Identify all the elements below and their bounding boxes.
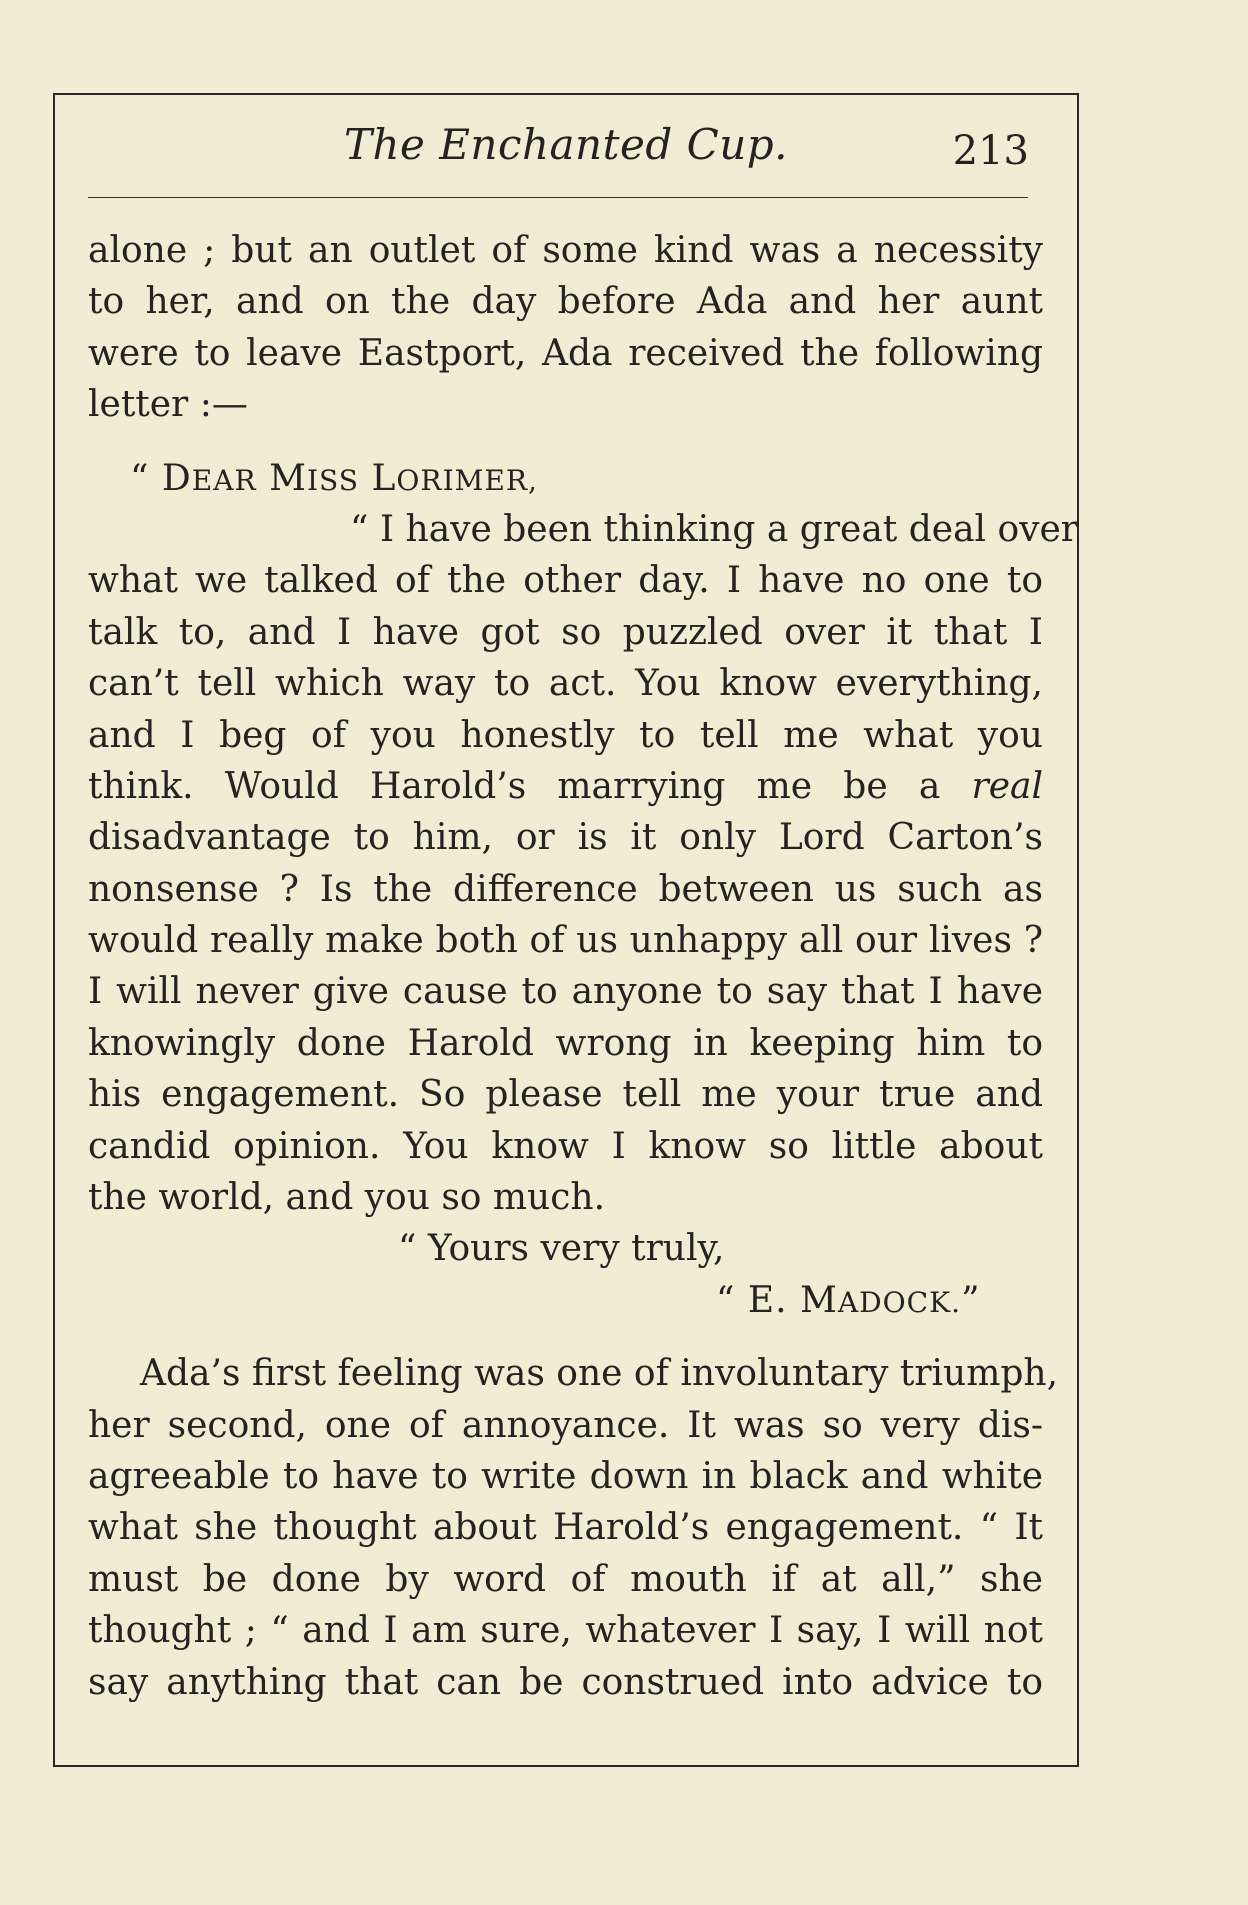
- paragraph-gap: [88, 1326, 1043, 1348]
- text-line: thought ; “ and I am sure, whatever I say, I will not: [88, 1610, 1043, 1652]
- text-line: knowingly done Harold wrong in keeping him to: [88, 1022, 1043, 1064]
- letter-closing: “ Yours very truly,: [398, 1228, 725, 1270]
- letter-signature: “ E. MADOCK.”: [716, 1279, 981, 1321]
- text-line: and I beg of you honestly to tell me what you: [88, 714, 1043, 756]
- text-line: can’t tell which way to act. You know everything,: [88, 663, 1043, 705]
- page-number: 213: [952, 128, 1029, 174]
- text-line: disadvantage to him, or is it only Lord Carton’s: [88, 817, 1043, 859]
- text-line: nonsense ? Is the difference between us such as: [88, 868, 1043, 910]
- text-line: “ I have been thinking a great deal over: [350, 508, 1079, 550]
- header-rule: [88, 197, 1028, 198]
- text-line: agreeable to have to write down in black and white: [88, 1455, 1043, 1497]
- text-line: were to leave Eastport, Ada received the following: [88, 332, 1043, 374]
- running-header: [53, 120, 1079, 180]
- page-body: [88, 225, 1079, 1708]
- letter-salutation: “ DEAR MISS LORIMER,: [130, 457, 538, 499]
- text-line: candid opinion. You know I know so little about: [88, 1125, 1043, 1167]
- emphasis-real: real: [971, 765, 1043, 807]
- text-line: to her, and on the day before Ada and her aunt: [88, 281, 1043, 323]
- text-line: what we talked of the other day. I have no one to: [88, 560, 1043, 602]
- text-line: letter :—: [88, 384, 248, 426]
- text-line: talk to, and I have got so puzzled over it that I: [88, 611, 1043, 653]
- text-line: say anything that can be construed into advice to: [88, 1661, 1043, 1703]
- running-title: The Enchanted Cup.: [343, 120, 789, 169]
- text-line: alone ; but an outlet of some kind was a necessity: [88, 230, 1043, 271]
- text-line: his engagement. So please tell me your true and: [88, 1074, 1043, 1116]
- paragraph-gap: [88, 431, 1043, 453]
- text-line: I will never give cause to anyone to say that I have: [88, 971, 1043, 1013]
- text-line: Ada’s first feeling was one of involuntary triumph,: [140, 1353, 1059, 1395]
- text-line: would really make both of us unhappy all our lives ?: [88, 920, 1043, 962]
- text-line: must be done by word of mouth if at all,” she: [88, 1558, 1043, 1600]
- text-line: the world, and you so much.: [88, 1177, 606, 1219]
- text-line: what she thought about Harold’s engagement. “ It: [88, 1507, 1043, 1549]
- text-line: her second, one of annoyance. It was so very dis-: [88, 1404, 1043, 1446]
- text-line: think. Would Harold’s marrying me be a real: [88, 765, 1043, 807]
